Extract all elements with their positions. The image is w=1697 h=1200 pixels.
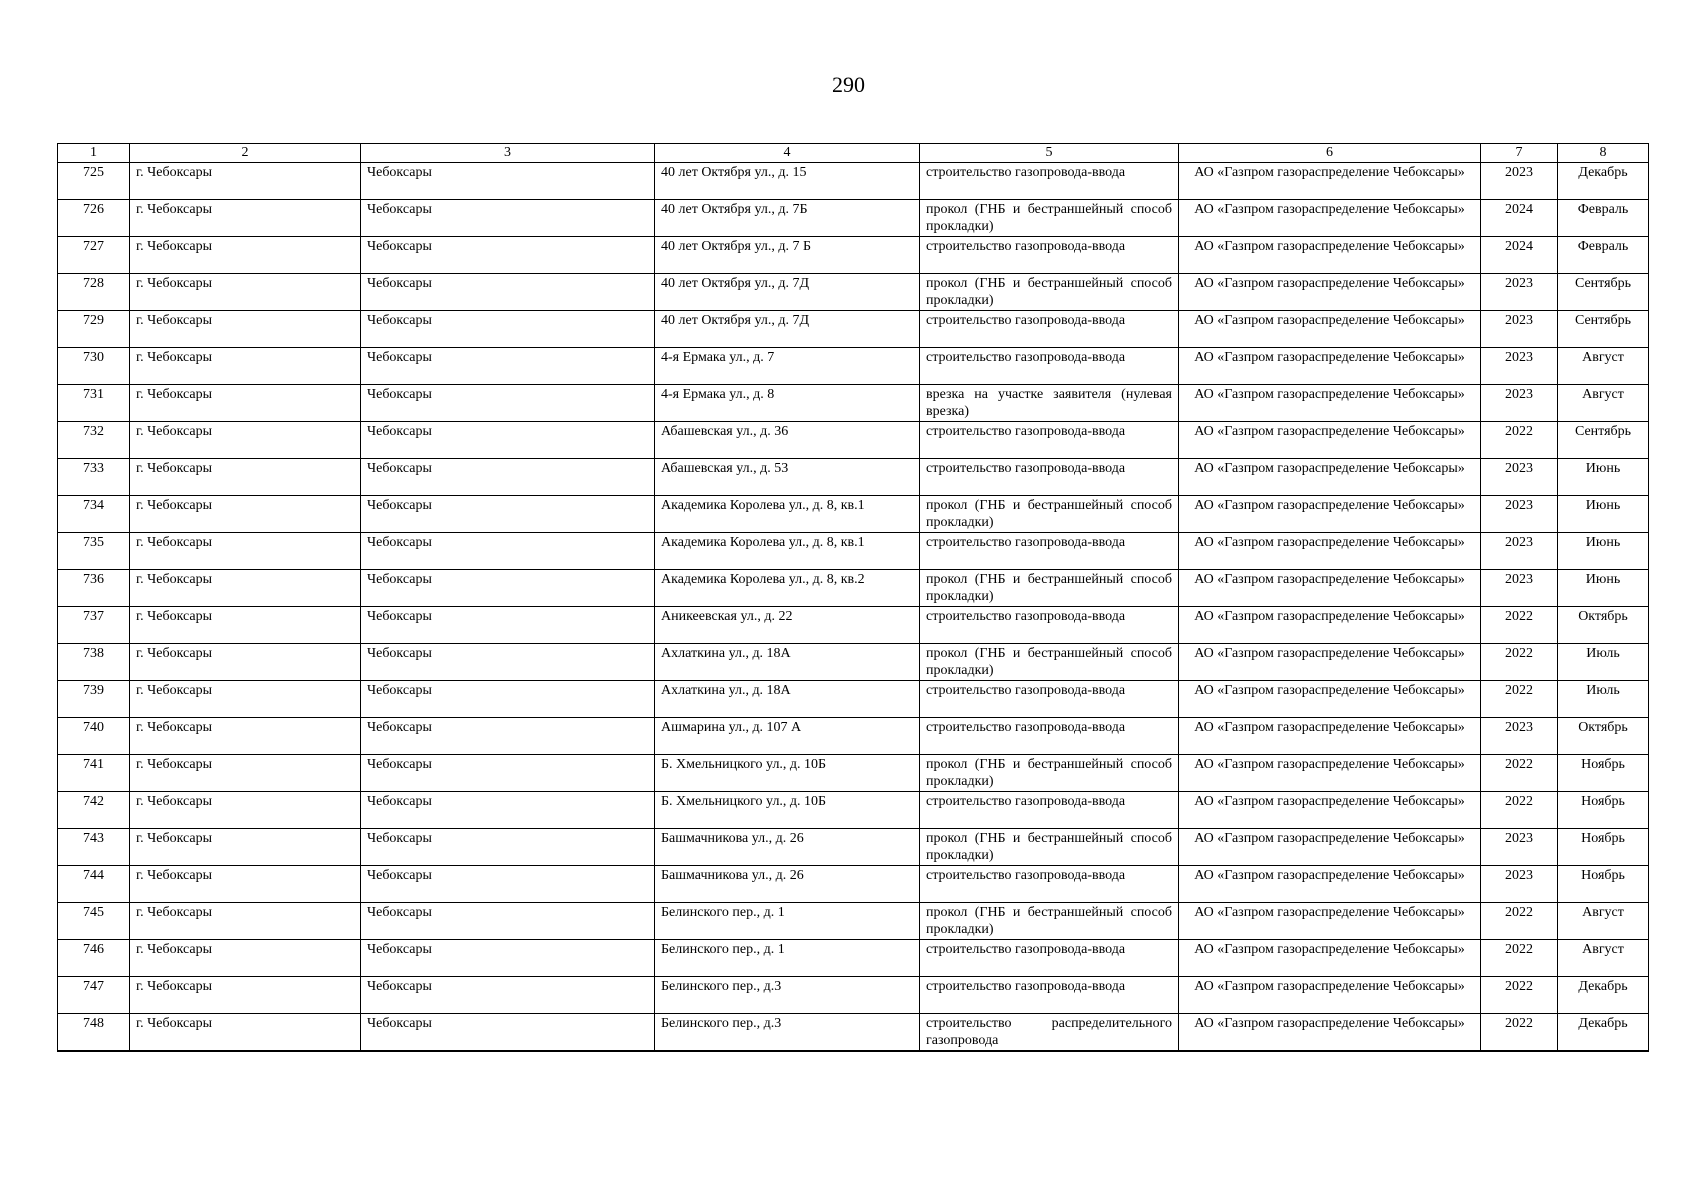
document-table: [57, 143, 1649, 1052]
work-type-cell: прокол (ГНБ и бестраншейный способ прокладки): [920, 200, 1179, 237]
month-cell: Июль: [1558, 681, 1649, 718]
month-cell: Сентябрь: [1558, 274, 1649, 311]
year-cell: 2022: [1481, 607, 1558, 644]
organization-cell: АО «Газпром газораспределение Чебоксары»: [1179, 570, 1481, 607]
address-cell: Белинского пер., д.3: [655, 977, 920, 1014]
organization-cell: АО «Газпром газораспределение Чебоксары»: [1179, 903, 1481, 940]
year-cell: 2022: [1481, 792, 1558, 829]
year-cell: 2022: [1481, 755, 1558, 792]
month-cell: Ноябрь: [1558, 792, 1649, 829]
address-cell: Белинского пер., д. 1: [655, 940, 920, 977]
settlement-cell: Чебоксары: [361, 570, 655, 607]
settlement-cell: Чебоксары: [361, 718, 655, 755]
row-number: 725: [58, 163, 130, 200]
month-cell: Ноябрь: [1558, 755, 1649, 792]
table-row: [58, 311, 1649, 348]
table-row: [58, 940, 1649, 977]
table-row: [58, 1014, 1649, 1051]
column-header: 6: [1179, 144, 1481, 163]
row-number: 742: [58, 792, 130, 829]
address-cell: Аникеевская ул., д. 22: [655, 607, 920, 644]
row-number: 738: [58, 644, 130, 681]
settlement-cell: Чебоксары: [361, 792, 655, 829]
row-number: 743: [58, 829, 130, 866]
work-type-cell: строительство газопровода-ввода: [920, 940, 1179, 977]
month-cell: Февраль: [1558, 237, 1649, 274]
column-header: 3: [361, 144, 655, 163]
settlement-cell: Чебоксары: [361, 533, 655, 570]
municipality-cell: г. Чебоксары: [130, 755, 361, 792]
column-header: 5: [920, 144, 1179, 163]
table-row: [58, 496, 1649, 533]
table-row: [58, 422, 1649, 459]
work-type-cell: прокол (ГНБ и бестраншейный способ прокладки): [920, 903, 1179, 940]
table-row: [58, 681, 1649, 718]
address-cell: Академика Королева ул., д. 8, кв.2: [655, 570, 920, 607]
table-row: [58, 200, 1649, 237]
work-type-cell: строительство газопровода-ввода: [920, 348, 1179, 385]
month-cell: Декабрь: [1558, 977, 1649, 1014]
address-cell: Академика Королева ул., д. 8, кв.1: [655, 496, 920, 533]
year-cell: 2023: [1481, 718, 1558, 755]
organization-cell: АО «Газпром газораспределение Чебоксары»: [1179, 237, 1481, 274]
address-cell: Абашевская ул., д. 53: [655, 459, 920, 496]
work-type-cell: строительство газопровода-ввода: [920, 422, 1179, 459]
settlement-cell: Чебоксары: [361, 274, 655, 311]
table-row: [58, 348, 1649, 385]
table-row: [58, 718, 1649, 755]
table-row: [58, 163, 1649, 200]
address-cell: Абашевская ул., д. 36: [655, 422, 920, 459]
month-cell: Июнь: [1558, 570, 1649, 607]
work-type-cell: прокол (ГНБ и бестраншейный способ прокладки): [920, 644, 1179, 681]
row-number: 727: [58, 237, 130, 274]
month-cell: Июль: [1558, 644, 1649, 681]
municipality-cell: г. Чебоксары: [130, 570, 361, 607]
work-type-cell: строительство газопровода-ввода: [920, 311, 1179, 348]
organization-cell: АО «Газпром газораспределение Чебоксары»: [1179, 163, 1481, 200]
settlement-cell: Чебоксары: [361, 829, 655, 866]
organization-cell: АО «Газпром газораспределение Чебоксары»: [1179, 977, 1481, 1014]
work-type-cell: врезка на участке заявителя (нулевая врезка): [920, 385, 1179, 422]
organization-cell: АО «Газпром газораспределение Чебоксары»: [1179, 940, 1481, 977]
month-cell: Октябрь: [1558, 718, 1649, 755]
municipality-cell: г. Чебоксары: [130, 459, 361, 496]
row-number: 732: [58, 422, 130, 459]
organization-cell: АО «Газпром газораспределение Чебоксары»: [1179, 644, 1481, 681]
column-header: 2: [130, 144, 361, 163]
row-number: 739: [58, 681, 130, 718]
organization-cell: АО «Газпром газораспределение Чебоксары»: [1179, 533, 1481, 570]
year-cell: 2023: [1481, 829, 1558, 866]
row-number: 735: [58, 533, 130, 570]
settlement-cell: Чебоксары: [361, 644, 655, 681]
table-row: [58, 459, 1649, 496]
municipality-cell: г. Чебоксары: [130, 422, 361, 459]
work-type-cell: строительство газопровода-ввода: [920, 866, 1179, 903]
column-header: 7: [1481, 144, 1558, 163]
work-type-cell: строительство газопровода-ввода: [920, 607, 1179, 644]
row-number: 734: [58, 496, 130, 533]
year-cell: 2022: [1481, 1014, 1558, 1051]
work-type-cell: прокол (ГНБ и бестраншейный способ прокладки): [920, 829, 1179, 866]
work-type-cell: строительство газопровода-ввода: [920, 163, 1179, 200]
address-cell: 40 лет Октября ул., д. 7 Б: [655, 237, 920, 274]
year-cell: 2023: [1481, 866, 1558, 903]
municipality-cell: г. Чебоксары: [130, 681, 361, 718]
organization-cell: АО «Газпром газораспределение Чебоксары»: [1179, 607, 1481, 644]
settlement-cell: Чебоксары: [361, 755, 655, 792]
month-cell: Август: [1558, 940, 1649, 977]
settlement-cell: Чебоксары: [361, 903, 655, 940]
table-row: [58, 644, 1649, 681]
month-cell: Сентябрь: [1558, 311, 1649, 348]
address-cell: Б. Хмельницкого ул., д. 10Б: [655, 792, 920, 829]
municipality-cell: г. Чебоксары: [130, 385, 361, 422]
work-type-cell: прокол (ГНБ и бестраншейный способ прокладки): [920, 496, 1179, 533]
row-number: 731: [58, 385, 130, 422]
year-cell: 2024: [1481, 237, 1558, 274]
table-row: [58, 903, 1649, 940]
year-cell: 2022: [1481, 644, 1558, 681]
work-type-cell: строительство распределительного газопровода: [920, 1014, 1179, 1051]
organization-cell: АО «Газпром газораспределение Чебоксары»: [1179, 311, 1481, 348]
row-number: 736: [58, 570, 130, 607]
organization-cell: АО «Газпром газораспределение Чебоксары»: [1179, 718, 1481, 755]
organization-cell: АО «Газпром газораспределение Чебоксары»: [1179, 866, 1481, 903]
address-cell: Башмачникова ул., д. 26: [655, 829, 920, 866]
year-cell: 2023: [1481, 496, 1558, 533]
work-type-cell: строительство газопровода-ввода: [920, 792, 1179, 829]
month-cell: Декабрь: [1558, 163, 1649, 200]
row-number: 748: [58, 1014, 130, 1051]
year-cell: 2023: [1481, 570, 1558, 607]
municipality-cell: г. Чебоксары: [130, 644, 361, 681]
row-number: 726: [58, 200, 130, 237]
row-number: 733: [58, 459, 130, 496]
table-row: [58, 237, 1649, 274]
table-row: [58, 792, 1649, 829]
table-row: [58, 866, 1649, 903]
year-cell: 2023: [1481, 311, 1558, 348]
table-row: [58, 829, 1649, 866]
settlement-cell: Чебоксары: [361, 681, 655, 718]
municipality-cell: г. Чебоксары: [130, 940, 361, 977]
organization-cell: АО «Газпром газораспределение Чебоксары»: [1179, 348, 1481, 385]
work-type-cell: прокол (ГНБ и бестраншейный способ прокладки): [920, 570, 1179, 607]
municipality-cell: г. Чебоксары: [130, 348, 361, 385]
row-number: 745: [58, 903, 130, 940]
month-cell: Август: [1558, 385, 1649, 422]
organization-cell: АО «Газпром газораспределение Чебоксары»: [1179, 496, 1481, 533]
municipality-cell: г. Чебоксары: [130, 866, 361, 903]
address-cell: 40 лет Октября ул., д. 7Д: [655, 274, 920, 311]
table-row: [58, 755, 1649, 792]
address-cell: Академика Королева ул., д. 8, кв.1: [655, 533, 920, 570]
organization-cell: АО «Газпром газораспределение Чебоксары»: [1179, 792, 1481, 829]
settlement-cell: Чебоксары: [361, 200, 655, 237]
month-cell: Июнь: [1558, 459, 1649, 496]
column-header: 1: [58, 144, 130, 163]
settlement-cell: Чебоксары: [361, 163, 655, 200]
settlement-cell: Чебоксары: [361, 422, 655, 459]
settlement-cell: Чебоксары: [361, 1014, 655, 1051]
year-cell: 2023: [1481, 274, 1558, 311]
column-header: 8: [1558, 144, 1649, 163]
settlement-cell: Чебоксары: [361, 311, 655, 348]
row-number: 740: [58, 718, 130, 755]
row-number: 741: [58, 755, 130, 792]
month-cell: Сентябрь: [1558, 422, 1649, 459]
organization-cell: АО «Газпром газораспределение Чебоксары»: [1179, 422, 1481, 459]
table-row: [58, 977, 1649, 1014]
table-row: [58, 385, 1649, 422]
month-cell: Июнь: [1558, 496, 1649, 533]
organization-cell: АО «Газпром газораспределение Чебоксары»: [1179, 200, 1481, 237]
organization-cell: АО «Газпром газораспределение Чебоксары»: [1179, 1014, 1481, 1051]
address-cell: Ахлаткина ул., д. 18А: [655, 681, 920, 718]
table-header-row: [58, 144, 1649, 163]
municipality-cell: г. Чебоксары: [130, 718, 361, 755]
address-cell: 4-я Ермака ул., д. 7: [655, 348, 920, 385]
settlement-cell: Чебоксары: [361, 237, 655, 274]
work-type-cell: строительство газопровода-ввода: [920, 237, 1179, 274]
settlement-cell: Чебоксары: [361, 977, 655, 1014]
year-cell: 2022: [1481, 903, 1558, 940]
organization-cell: АО «Газпром газораспределение Чебоксары»: [1179, 274, 1481, 311]
page-number: 290: [832, 72, 865, 97]
month-cell: Август: [1558, 348, 1649, 385]
settlement-cell: Чебоксары: [361, 866, 655, 903]
settlement-cell: Чебоксары: [361, 496, 655, 533]
settlement-cell: Чебоксары: [361, 940, 655, 977]
work-type-cell: прокол (ГНБ и бестраншейный способ прокладки): [920, 755, 1179, 792]
address-cell: 4-я Ермака ул., д. 8: [655, 385, 920, 422]
municipality-cell: г. Чебоксары: [130, 903, 361, 940]
municipality-cell: г. Чебоксары: [130, 274, 361, 311]
organization-cell: АО «Газпром газораспределение Чебоксары»: [1179, 829, 1481, 866]
work-type-cell: строительство газопровода-ввода: [920, 533, 1179, 570]
organization-cell: АО «Газпром газораспределение Чебоксары»: [1179, 385, 1481, 422]
address-cell: Ахлаткина ул., д. 18А: [655, 644, 920, 681]
row-number: 737: [58, 607, 130, 644]
municipality-cell: г. Чебоксары: [130, 792, 361, 829]
address-cell: Белинского пер., д. 1: [655, 903, 920, 940]
address-cell: Ашмарина ул., д. 107 А: [655, 718, 920, 755]
row-number: 744: [58, 866, 130, 903]
year-cell: 2023: [1481, 533, 1558, 570]
month-cell: Август: [1558, 903, 1649, 940]
settlement-cell: Чебоксары: [361, 385, 655, 422]
month-cell: Октябрь: [1558, 607, 1649, 644]
row-number: 747: [58, 977, 130, 1014]
month-cell: Декабрь: [1558, 1014, 1649, 1051]
work-type-cell: строительство газопровода-ввода: [920, 977, 1179, 1014]
address-cell: Б. Хмельницкого ул., д. 10Б: [655, 755, 920, 792]
month-cell: Июнь: [1558, 533, 1649, 570]
year-cell: 2023: [1481, 163, 1558, 200]
municipality-cell: г. Чебоксары: [130, 533, 361, 570]
address-cell: 40 лет Октября ул., д. 15: [655, 163, 920, 200]
address-cell: Белинского пер., д.3: [655, 1014, 920, 1051]
year-cell: 2022: [1481, 940, 1558, 977]
year-cell: 2023: [1481, 385, 1558, 422]
municipality-cell: г. Чебоксары: [130, 829, 361, 866]
table-body: [58, 144, 1649, 1051]
organization-cell: АО «Газпром газораспределение Чебоксары»: [1179, 681, 1481, 718]
municipality-cell: г. Чебоксары: [130, 496, 361, 533]
settlement-cell: Чебоксары: [361, 459, 655, 496]
year-cell: 2023: [1481, 348, 1558, 385]
month-cell: Февраль: [1558, 200, 1649, 237]
year-cell: 2022: [1481, 977, 1558, 1014]
year-cell: 2023: [1481, 459, 1558, 496]
year-cell: 2022: [1481, 681, 1558, 718]
month-cell: Ноябрь: [1558, 829, 1649, 866]
municipality-cell: г. Чебоксары: [130, 200, 361, 237]
table-row: [58, 570, 1649, 607]
year-cell: 2024: [1481, 200, 1558, 237]
row-number: 729: [58, 311, 130, 348]
organization-cell: АО «Газпром газораспределение Чебоксары»: [1179, 459, 1481, 496]
month-cell: Ноябрь: [1558, 866, 1649, 903]
table-row: [58, 274, 1649, 311]
row-number: 728: [58, 274, 130, 311]
municipality-cell: г. Чебоксары: [130, 977, 361, 1014]
organization-cell: АО «Газпром газораспределение Чебоксары»: [1179, 755, 1481, 792]
table-row: [58, 607, 1649, 644]
municipality-cell: г. Чебоксары: [130, 163, 361, 200]
work-type-cell: строительство газопровода-ввода: [920, 459, 1179, 496]
municipality-cell: г. Чебоксары: [130, 1014, 361, 1051]
address-cell: 40 лет Октября ул., д. 7Б: [655, 200, 920, 237]
table-row: [58, 533, 1649, 570]
work-type-cell: строительство газопровода-ввода: [920, 681, 1179, 718]
municipality-cell: г. Чебоксары: [130, 311, 361, 348]
settlement-cell: Чебоксары: [361, 607, 655, 644]
column-header: 4: [655, 144, 920, 163]
year-cell: 2022: [1481, 422, 1558, 459]
work-type-cell: строительство газопровода-ввода: [920, 718, 1179, 755]
municipality-cell: г. Чебоксары: [130, 237, 361, 274]
work-type-cell: прокол (ГНБ и бестраншейный способ прокладки): [920, 274, 1179, 311]
municipality-cell: г. Чебоксары: [130, 607, 361, 644]
settlement-cell: Чебоксары: [361, 348, 655, 385]
address-cell: 40 лет Октября ул., д. 7Д: [655, 311, 920, 348]
row-number: 746: [58, 940, 130, 977]
address-cell: Башмачникова ул., д. 26: [655, 866, 920, 903]
row-number: 730: [58, 348, 130, 385]
